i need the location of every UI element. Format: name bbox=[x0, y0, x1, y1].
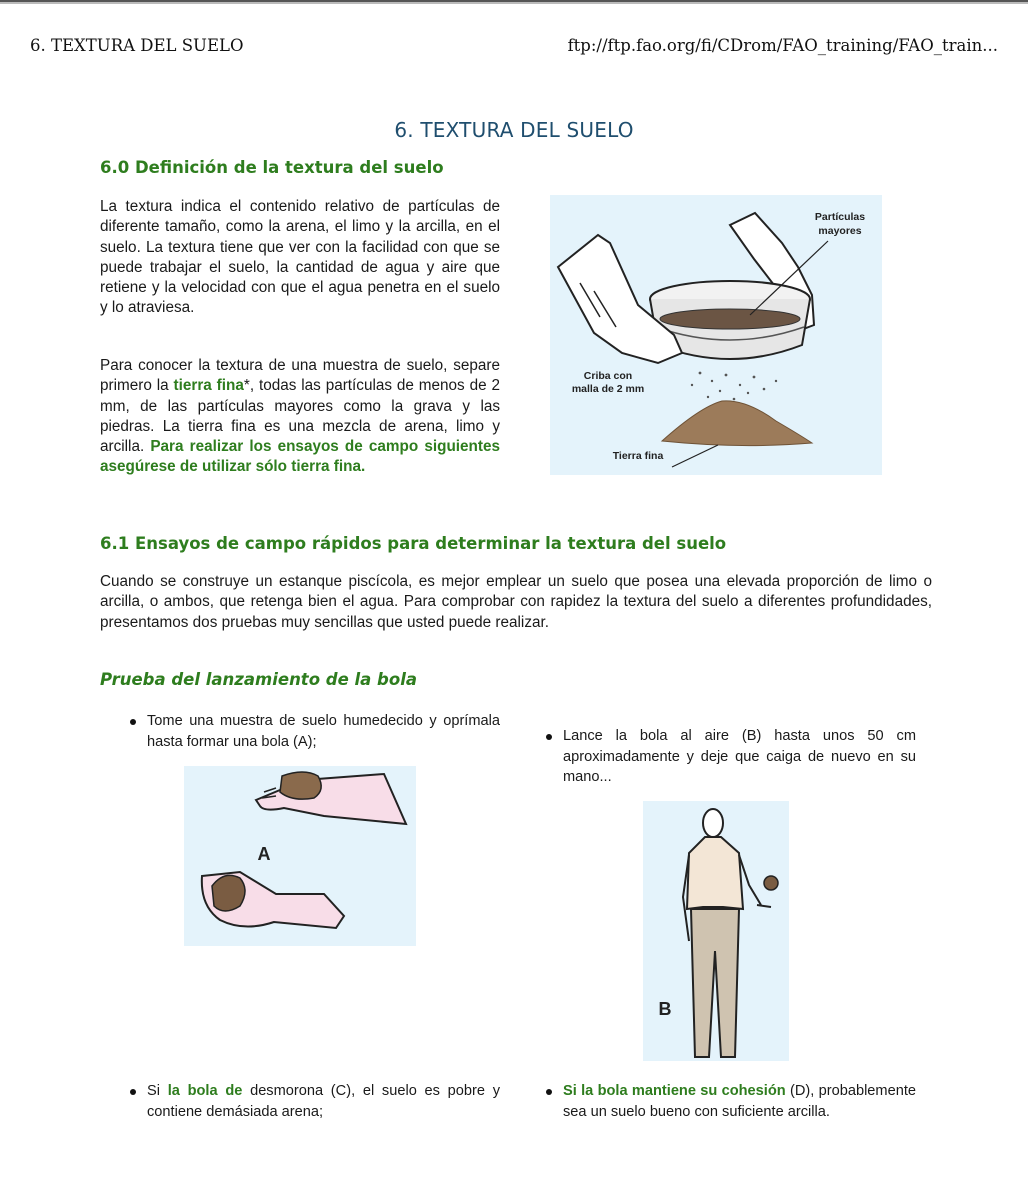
bullet-c-term: la bola de bbox=[167, 1083, 243, 1099]
running-header-url: ftp://ftp.fao.org/fi/CDrom/FAO_training/FAO_train... bbox=[567, 36, 998, 55]
bullet-step-b-text: Lance la bola al aire (B) hasta unos 50 cm aproximadamente y deje que caiga de nuevo en su mano... bbox=[563, 728, 916, 786]
upper-hand-shape bbox=[256, 774, 406, 824]
label-fine-earth: Tierra fina bbox=[612, 450, 664, 462]
bullet-dot bbox=[546, 734, 552, 740]
page-title: 6. TEXTURA DEL SUELO bbox=[394, 118, 634, 142]
paragraph-fine-earth bbox=[100, 356, 500, 478]
bullet-c-text-end: desmorona (C), el suelo es pobre y contiene demásiada arena; bbox=[147, 1083, 501, 1120]
sieve-drawing bbox=[550, 195, 882, 475]
bullet-result-d bbox=[563, 1081, 916, 1122]
section-heading-6-0: 6.0 Definición de la textura del suelo bbox=[100, 158, 444, 177]
bullet-dot bbox=[130, 719, 136, 725]
person-shirt bbox=[687, 837, 743, 909]
bullet-step-a bbox=[147, 711, 500, 752]
section-heading-6-1: 6.1 Ensayos de campo rápidos para determinar la textura del suelo bbox=[100, 534, 727, 553]
test-heading-ball: Prueba del lanzamiento de la bola bbox=[100, 670, 417, 689]
fine-earth-term: tierra fina bbox=[173, 377, 244, 395]
bullet-result-c bbox=[147, 1081, 500, 1122]
window-top-border bbox=[0, 0, 1028, 4]
sieve-illustration bbox=[550, 195, 882, 475]
figure-b-label: B bbox=[658, 999, 672, 1019]
label-sieve-line2: malla de 2 mm bbox=[571, 383, 645, 395]
paragraph-field-tests: Cuando se construye un estanque piscícola, es mejor emplear un suelo que posea una elevada proporción de limo o arcilla, o ambos, que retenga bien el agua. Para comprobar con rapidez la textura del suelo a diferentes profundidades, presentamos dos pruebas muy sencillas que usted puede realizar. bbox=[100, 573, 932, 631]
fine-earth-note: Para realizar los ensayos de campo siguientes asegúrese de utilizar sólo tierra fina. bbox=[100, 438, 501, 476]
label-sieve-line1: Criba con bbox=[583, 370, 633, 382]
thrown-ball bbox=[764, 876, 778, 890]
fine-earth-text-start: Para conocer la textura de una muestra de suelo, separe primero la bbox=[100, 357, 500, 395]
soil-ball-shape bbox=[280, 772, 321, 799]
bullet-d-term: Si la bola mantiene su cohesión bbox=[563, 1083, 786, 1099]
running-header-title: 6. TEXTURA DEL SUELO bbox=[30, 36, 244, 55]
bullet-c-text-start: Si bbox=[147, 1083, 168, 1099]
ball-throw-illustration bbox=[643, 801, 789, 1061]
fine-earth-text-middle: *, todas las partículas de menos de 2 mm, de las partículas mayores como la grava y las piedras. La tierra fina es una mezcla de arena, limo y arcilla. bbox=[100, 377, 500, 456]
bullet-step-b bbox=[563, 726, 916, 788]
label-particles-line2: mayores bbox=[818, 225, 862, 237]
figure-a-label: A bbox=[257, 844, 271, 864]
hand-ball-drawing bbox=[184, 766, 416, 946]
label-particles-line1: Partículas bbox=[814, 211, 866, 223]
person-head bbox=[703, 809, 723, 837]
bullet-dot bbox=[130, 1089, 136, 1095]
bullet-step-a-text: Tome una muestra de suelo humedecido y oprímala hasta formar una bola (A); bbox=[147, 713, 500, 750]
bullet-d-text-end: (D), probablemente sea un suelo bueno con suficiente arcilla. bbox=[563, 1083, 916, 1120]
bullet-dot bbox=[546, 1089, 552, 1095]
ball-squeeze-illustration bbox=[184, 766, 416, 946]
paragraph-definition: La textura indica el contenido relativo de partículas de diferente tamaño, como la arena, el limo y la arcilla, en el suelo. La textura tiene que ver con la facilidad con que se puede trabajar el suelo, la cantidad de agua y aire que retiene y la velocidad con que el agua penetra en el suelo y lo atraviesa. bbox=[100, 198, 500, 317]
person-trousers bbox=[691, 909, 739, 1057]
person-throwing-drawing bbox=[643, 801, 789, 1061]
